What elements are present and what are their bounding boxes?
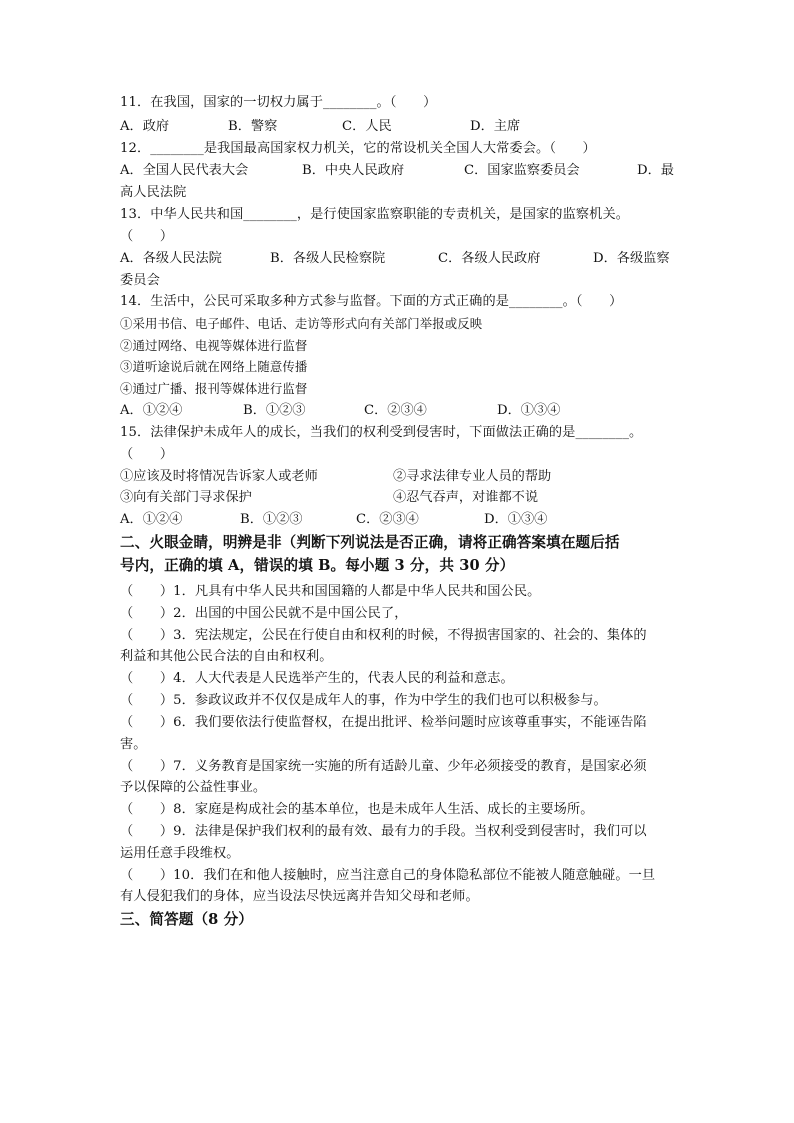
tf-line-6: （ ）6．我们要依法行使监督权，在提出批评、检举问题时应该尊重事实，不能诬告陷 xyxy=(120,715,647,730)
q11-option-c: C．人民 xyxy=(342,119,392,134)
q12-option-b: B．中央人民政府 xyxy=(302,163,405,178)
tf-line-3-cont: 利益和其他公民合法的自由和权利。 xyxy=(120,649,333,664)
q11-option-a: A．政府 xyxy=(120,119,170,134)
tf-line-5: （ ）5．参政议政并不仅仅是成年人的事，作为中学生的我们也可以积极参与。 xyxy=(120,693,607,708)
q15-item-2: ②寻求法律专业人员的帮助 xyxy=(393,469,552,484)
q15-option-b: B．①②③ xyxy=(240,512,303,527)
q12-option-d-cont: 高人民法院 xyxy=(120,185,187,200)
question-14-stem: 14．生活中，公民可采取多种方式参与监督。下面的方式正确的是________。（ ） xyxy=(120,294,623,309)
q14-option-a: A．①②④ xyxy=(120,403,183,418)
section-3-heading: 三、简答题（8 分） xyxy=(120,911,253,928)
q12-option-c: C．国家监察委员会 xyxy=(464,163,580,178)
q14-option-c: C．②③④ xyxy=(364,403,427,418)
q15-item-4: ④忍气吞声，对谁都不说 xyxy=(393,490,539,505)
tf-line-10-cont: 有人侵犯我们的身体，应当设法尽快远离并告知父母和老师。 xyxy=(120,889,479,904)
tf-line-9-cont: 运用任意手段维权。 xyxy=(120,846,240,861)
tf-line-6-cont: 害。 xyxy=(120,737,147,752)
question-13-stem: 13．中华人民共和国________，是行使国家监察职能的专责机关，是国家的监察机关。 xyxy=(120,207,630,222)
q14-option-b: B．①②③ xyxy=(243,403,306,418)
q13-option-b: B．各级人民检察院 xyxy=(270,251,386,266)
q14-item-2: ②通过网络、电视等媒体进行监督 xyxy=(120,338,308,353)
q13-option-c: C．各级人民政府 xyxy=(438,251,541,266)
tf-line-7-cont: 予以保障的公益性事业。 xyxy=(120,780,267,795)
question-12-stem: 12．________是我国最高国家权力机关，它的常设机关全国人大常委会。（ ） xyxy=(120,141,596,156)
q14-option-d: D．①③④ xyxy=(497,403,561,418)
q11-option-b: B．警察 xyxy=(228,119,278,134)
tf-line-10: （ ）10．我们在和他人接触时，应当注意自己的身体隐私部位不能被人随意触碰。一旦 xyxy=(120,868,656,883)
section-2-heading-line2: 号内，正确的填 A，错误的填 B。每小题 3 分，共 30 分） xyxy=(120,557,515,574)
q13-option-d-cont: 委员会 xyxy=(120,273,160,288)
q12-option-a: A．全国人民代表大会 xyxy=(120,163,249,178)
q15-option-c: C．②③④ xyxy=(356,512,419,527)
tf-line-8: （ ）8．家庭是构成社会的基本单位，也是未成年人生活、成长的主要场所。 xyxy=(120,802,594,817)
q14-item-1: ①采用书信、电子邮件、电话、走访等形式向有关部门举报或反映 xyxy=(120,316,483,331)
q13-option-d: D．各级监察 xyxy=(593,251,670,266)
q13-option-a: A．各级人民法院 xyxy=(120,251,222,266)
tf-line-1: （ ）1．凡具有中华人民共和国国籍的人都是中华人民共和国公民。 xyxy=(120,584,541,599)
tf-line-4: （ ）4．人大代表是人民选举产生的，代表人民的利益和意志。 xyxy=(120,671,514,686)
section-2-heading-line1: 二、火眼金睛，明辨是非（判断下列说法是否正确，请将正确答案填在题后括 xyxy=(120,534,620,551)
question-15-stem-cont: （ ） xyxy=(120,447,174,462)
q15-item-3: ③向有关部门寻求保护 xyxy=(120,490,252,505)
q14-item-4: ④通过广播、报刊等媒体进行监督 xyxy=(120,381,308,396)
q12-option-d: D．最 xyxy=(637,163,674,178)
q15-option-d: D．①③④ xyxy=(484,512,548,527)
tf-line-9: （ ）9．法律是保护我们权利的最有效、最有力的手段。当权利受到侵害时，我们可以 xyxy=(120,824,647,839)
tf-line-2: （ ）2．出国的中国公民就不是中国公民了， xyxy=(120,606,408,621)
question-11-stem: 11．在我国，国家的一切权力属于________。（ ） xyxy=(120,95,437,110)
q14-item-3: ③道听途说后就在网络上随意传播 xyxy=(120,359,308,374)
q11-option-d: D．主席 xyxy=(470,119,521,134)
q15-option-a: A．①②④ xyxy=(120,512,183,527)
question-13-stem-cont: （ ） xyxy=(120,229,174,244)
tf-line-7: （ ）7．义务教育是国家统一实施的所有适龄儿童、少年必须接受的教育，是国家必须 xyxy=(120,759,647,774)
tf-line-3: （ ）3．宪法规定，公民在行使自由和权利的时候，不得损害国家的、社会的、集体的 xyxy=(120,628,647,643)
q15-item-1: ①应该及时将情况告诉家人或老师 xyxy=(120,469,318,484)
question-15-stem: 15．法律保护未成年人的成长，当我们的权利受到侵害时，下面做法正确的是________。 xyxy=(120,425,643,440)
